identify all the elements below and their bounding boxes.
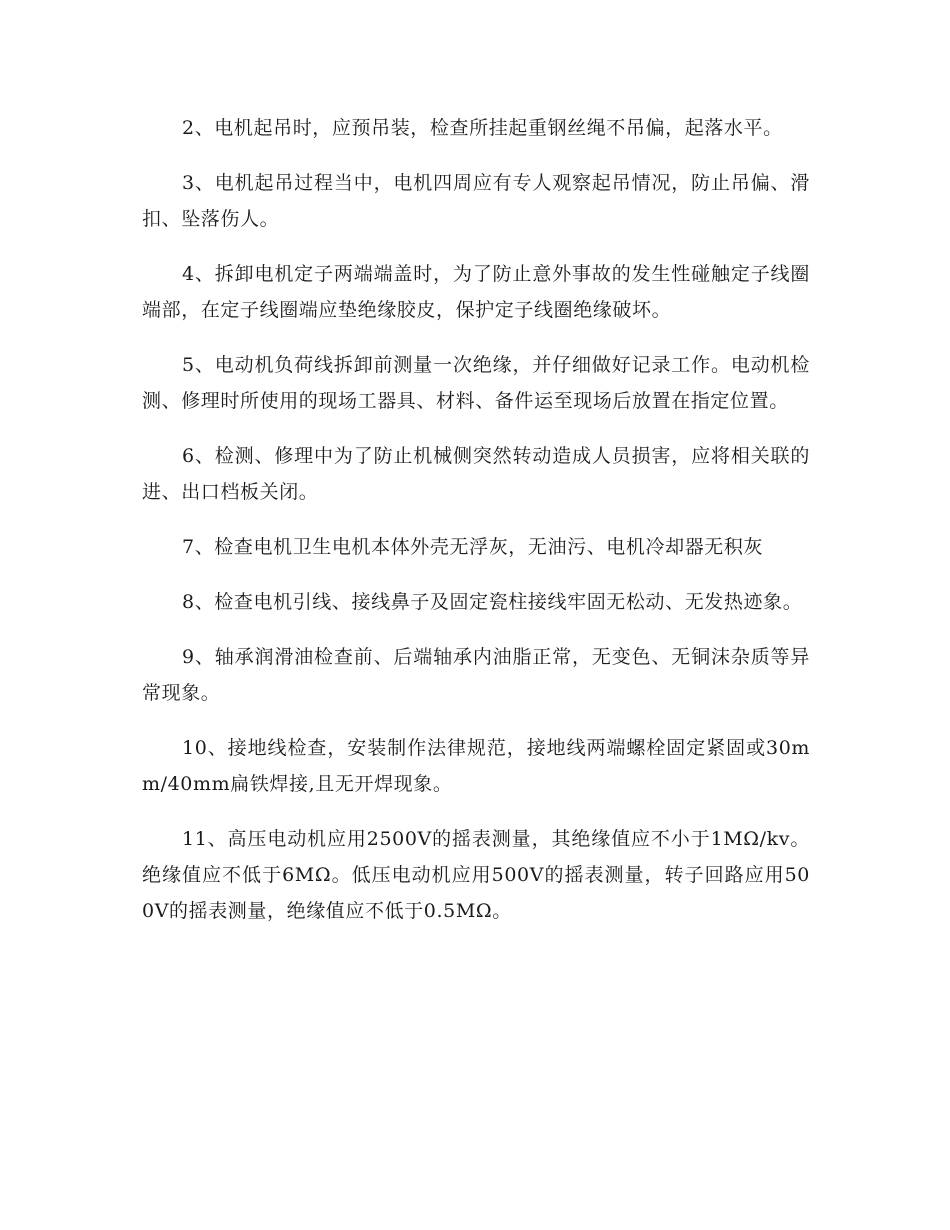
paragraph-item-10: 10、接地线检查，安装制作法律规范，接地线两端螺栓固定紧固或30mm/40mm扁铁焊接,且无开焊现象。 — [142, 737, 810, 795]
paragraph-item-2: 2、电机起吊时，应预吊装，检查所挂起重钢丝绳不吊偏，起落水平。 — [182, 117, 783, 139]
paragraph-item-6: 6、检测、修理中为了防止机械侧突然转动造成人员损害，应将相关联的进、出口档板关闭。 — [142, 445, 810, 503]
paragraph-item-8: 8、检查电机引线、接线鼻子及固定瓷柱接线牢固无松动、无发热迹象。 — [182, 591, 803, 613]
paragraph-item-11: 11、高压电动机应用2500V的摇表测量，其绝缘值应不小于1MΩ/kv。绝缘值应不低于6MΩ。低压电动机应用500V的摇表测量，转子回路应用500V的摇表测量，绝缘值应不低于0.5MΩ。 — [142, 828, 810, 922]
document-body — [142, 110, 810, 948]
paragraph-item-3: 3、电机起吊过程当中，电机四周应有专人观察起吊情况，防止吊偏、滑扣、坠落伤人。 — [142, 172, 810, 230]
paragraph-item-5: 5、电动机负荷线拆卸前测量一次绝缘，并仔细做好记录工作。电动机检测、修理时所使用的现场工器具、材料、备件运至现场后放置在指定位置。 — [142, 354, 810, 412]
paragraph-item-4: 4、拆卸电机定子两端端盖时，为了防止意外事故的发生性碰触定子线圈端部，在定子线圈端应垫绝缘胶皮，保护定子线圈绝缘破坏。 — [142, 263, 810, 321]
paragraph-item-7: 7、检查电机卫生电机本体外壳无浮灰，无油污、电机冷却器无积灰 — [182, 536, 764, 558]
paragraph-item-9: 9、轴承润滑油检查前、后端轴承内油脂正常，无变色、无铜沫杂质等异常现象。 — [142, 646, 810, 704]
